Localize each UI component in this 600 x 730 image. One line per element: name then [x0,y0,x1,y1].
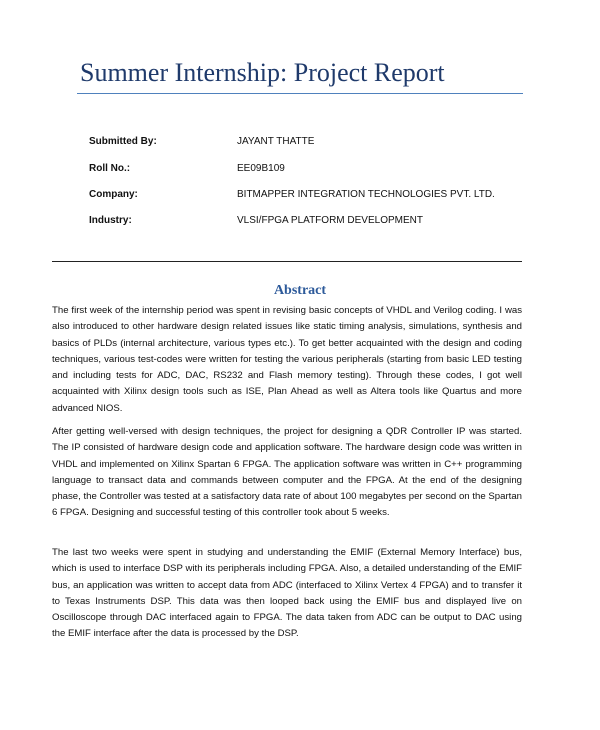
metadata-value: EE09B109 [237,163,285,174]
section-divider [52,261,522,262]
abstract-paragraph-3: The last two weeks were spent in studying and understanding the EMIF (External Memory Interface) bus, which is used to interface DSP with its peripherals including FPGA. Also, a detailed understanding of the EMIF bus, an application was written to accept data from ADC (interfaced to Xilinx Vertex 4 FPGA) and to transfer it to Texas Instruments DSP. This data was then looped back using the EMIF bus and displayed live on Oscilloscope through DAC interfaced again to FPGA. The data taken from ADC can be output to DAC using the EMIF interface after the data is processed by the DSP. [52,547,522,640]
abstract-paragraph-1: The first week of the internship period was spent in revising basic concepts of VHDL and Verilog coding. I was also introduced to other hardware design related issues like static timing analysis, simulations, synthesis and basics of PLDs (internal architecture, various types etc.). To get better acquainted with the design and coding techniques, various test-codes were written for testing the various peripherals (starting from basic LED testing and including tests for ADC, DAC, RS232 and Flash memory testing). Through these codes, I got well acquainted with Xilinx design tools such as ISE, Plan Ahead as well as Altera tools like Quartus and more advanced NIOS. [52,305,522,414]
title-underline [77,93,523,94]
abstract-paragraph-2: After getting well-versed with design techniques, the project for designing a QDR Controller IP was started. The IP consisted of hardware design code and application software. The hardware design code was written in VHDL and implemented on Xilinx Spartan 6 FPGA. The application software was written in C++ programming language to transact data and commands between computer and the FPGA. At the end of the designing phase, the Controller was tested at a satisfactory data rate of about 100 megabytes per second on the Spartan 6 FPGA. Designing and successful testing of this controller took about 5 weeks. [52,426,522,519]
abstract-heading: Abstract [273,283,327,298]
metadata-label: Company: [89,189,138,200]
metadata-label: Industry: [89,215,132,226]
metadata-value: VLSI/FPGA PLATFORM DEVELOPMENT [237,215,423,226]
metadata-row-submitted-by [0,134,600,150]
metadata-label: Submitted By: [89,136,157,147]
metadata-value: JAYANT THATTE [237,136,315,147]
metadata-row-industry [0,213,600,229]
report-title: Summer Internship: Project Report [80,58,445,87]
metadata-label: Roll No.: [89,163,131,174]
metadata-row-roll-no [0,161,600,177]
metadata-row-company [0,187,600,203]
metadata-value: BITMAPPER INTEGRATION TECHNOLOGIES PVT. LTD. [237,189,495,200]
